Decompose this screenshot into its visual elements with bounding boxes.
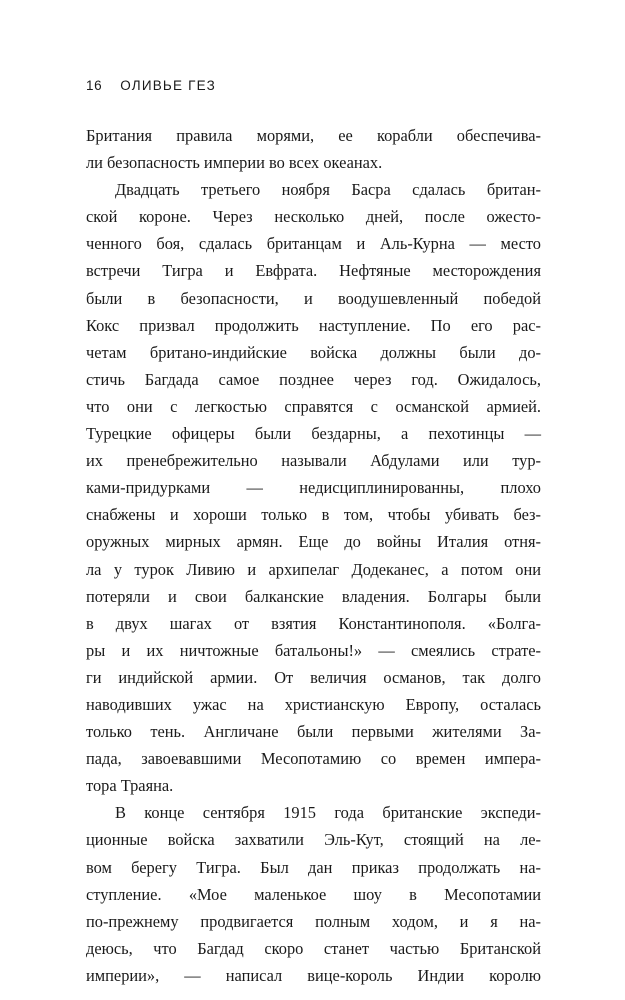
text-line: четам британо-индийские войска должны были до- [86, 342, 541, 362]
text-line: Двадцать третьего ноября Басра сдалась британ- [115, 180, 541, 200]
author-name: ОЛИВЬЕ ГЕЗ [120, 78, 216, 93]
text-line: вом берегу Тигра. Был дан приказ продолжать на- [86, 857, 541, 877]
text-line: тора Траяна. [86, 776, 174, 796]
text-line: стичь Багдада самое позднее через год. Ожидалось, [86, 369, 541, 389]
body-text [86, 122, 541, 989]
text-line: встречи Тигра и Евфрата. Нефтяные месторождения [86, 261, 541, 281]
text-line: пада, завоевавшими Месопотамию со времен импера- [86, 749, 541, 769]
text-line: Турецкие офицеры были бездарны, а пехотинцы — [86, 424, 541, 444]
text-line: Кокс призвал продолжить наступление. По его рас- [86, 315, 541, 335]
text-line: наводивших ужас на христианскую Европу, осталась [86, 694, 541, 714]
text-line: ченного боя, сдалась британцам и Аль-Курна — место [86, 234, 541, 254]
text-line: ской короне. Через несколько дней, после ожесто- [86, 207, 541, 227]
text-line: были в безопасности, и воодушевленный победой [86, 288, 541, 308]
text-line: снабжены и хороши только в том, чтобы убивать без- [86, 505, 541, 525]
text-line: их пренебрежительно называли Абдулами или тур- [86, 451, 541, 471]
page-number: 16 [86, 78, 103, 93]
text-line: потеряли и свои балканские владения. Болгары были [86, 586, 541, 606]
text-line: ги индийской армии. От величия османов, так долго [86, 667, 541, 687]
text-line: по-прежнему продвигается полным ходом, и я на- [86, 911, 541, 931]
text-line: оружных мирных армян. Еще до войны Италия отня- [86, 532, 541, 552]
text-line: ла у турок Ливию и архипелаг Додеканес, а потом они [86, 559, 541, 579]
text-line: Британия правила морями, ее корабли обеспечива- [86, 126, 541, 145]
text-line: В конце сентября 1915 года британские экспеди- [115, 803, 541, 823]
text-line: ками-придурками — недисциплинированны, плохо [86, 478, 541, 498]
text-line: империи», — написал вице-король Индии королю [86, 965, 541, 985]
text-line: ционные войска захватили Эль-Кут, стоящий на ле- [86, 830, 541, 850]
text-line: только тень. Англичане были первыми жителями За- [86, 722, 541, 742]
text-line: ли безопасность империи во всех океанах. [86, 153, 383, 173]
text-line: в двух шагах от взятия Константинополя. «Болга- [86, 613, 541, 633]
text-line: ры и их ничтожные батальоны!» — смеялись страте- [86, 640, 541, 660]
text-line: ступление. «Мое маленькое шоу в Месопотамии [86, 884, 541, 904]
text-line: что они с легкостью справятся с османской армией. [86, 396, 541, 416]
text-line: деюсь, что Багдад скоро станет частью Британской [86, 938, 541, 958]
running-head [86, 78, 216, 98]
